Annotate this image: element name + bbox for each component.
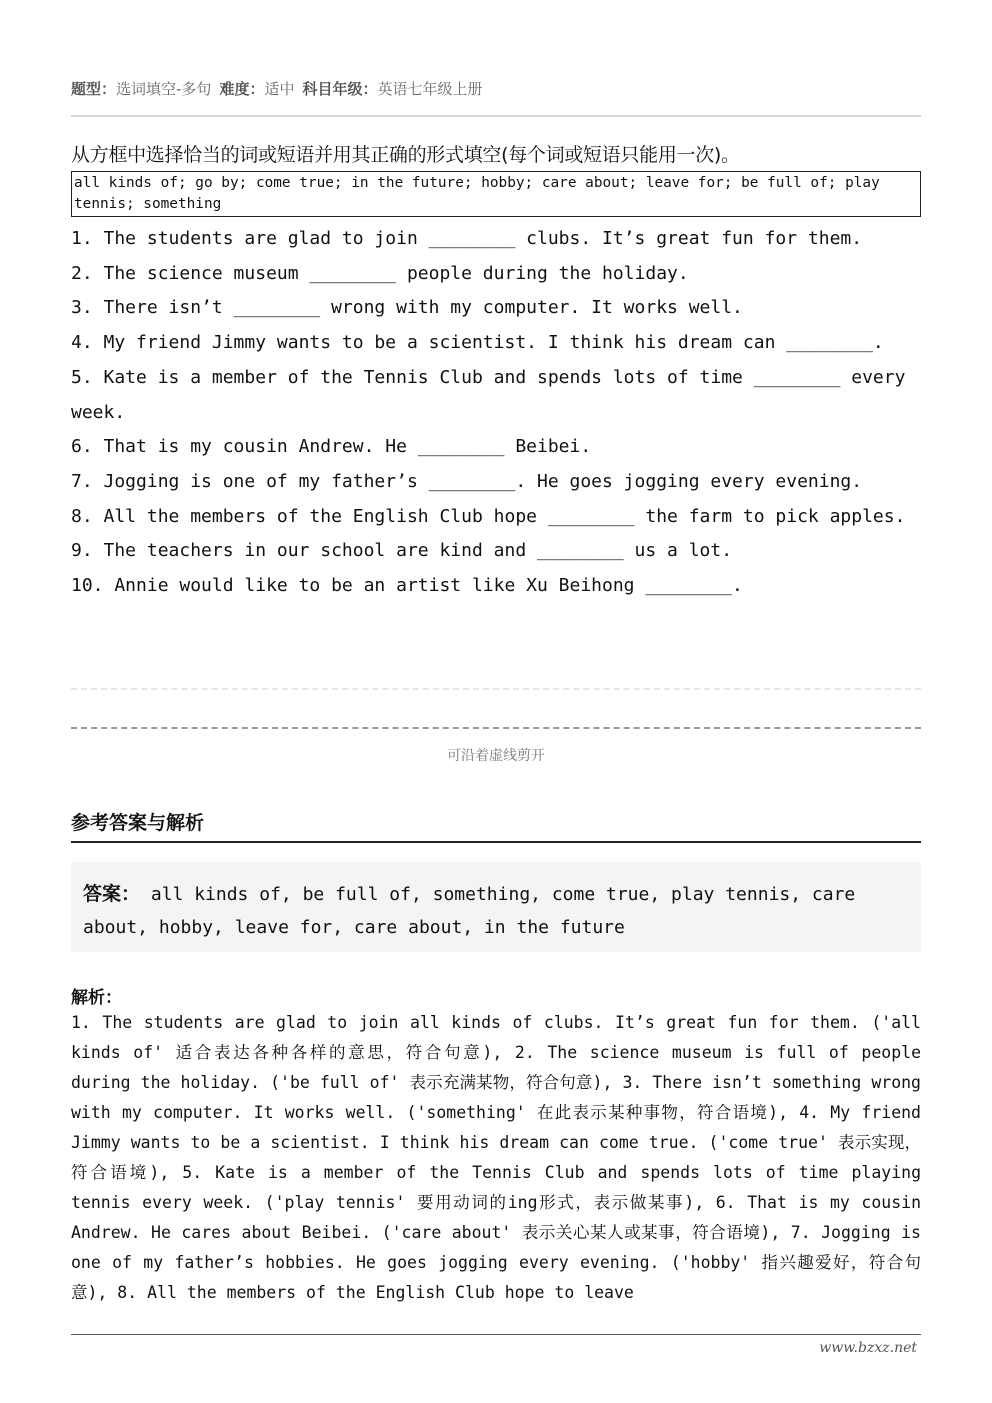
- explanation-text: 1. The students are glad to join all kinds of clubs. It’s great fun for them. ('all kinds of' 适合表达各种各样的意思，符合句意), 2. The science museum is full of people during the holiday. ('be full of' 表示充满某物，符合句意), 3. There isn’t something wrong with my computer. It works well. ('something' 在此表示某种事物，符合语境), 4. My friend Jimmy wants to be a scientist. I think his dream can come true. ('come true' 表示实现，符合语境), 5. Kate is a member of the Tennis Club and spends lots of time playing tennis every week. ('play tennis' 要用动词的ing形式，表示做某事), 6. That is my cousin Andrew. He cares about Beibei. ('care about' 表示关心某人或某事，符合语境), 7. Jogging is one of my father’s hobbies. He goes jogging every evening. ('hobby' 指兴趣爱好，符合句意), 8. All the members of the English Club hope to leave: [71, 1013, 921, 1302]
- meta-divider: [71, 115, 921, 117]
- question-item: 8. All the members of the English Club hope ________ the farm to pick apples.: [71, 505, 906, 527]
- cut-line: [71, 727, 921, 729]
- answer-section-title: 参考答案与解析: [71, 812, 205, 834]
- instruction-text: 从方框中选择恰当的词或短语并用其正确的形式填空(每个词或短语只能用一次)。: [71, 144, 740, 166]
- subject-value: 英语七年级上册: [377, 80, 483, 98]
- question-item: 4. My friend Jimmy wants to be a scientist. I think his dream can ________.: [71, 332, 884, 354]
- question-item: 1. The students are glad to join ________ clubs. It’s great fun for them.: [71, 228, 863, 249]
- cut-line-label: 可沿着虚线剪开: [447, 748, 545, 764]
- word-box: all kinds of; go by; come true; in the future; hobby; care about; leave for; be full of; play tennis; something: [71, 171, 921, 217]
- footer-url[interactable]: www.bzxz.net: [819, 1340, 917, 1356]
- answer-label: 答案：: [83, 883, 141, 905]
- cut-line-faint: [71, 688, 921, 690]
- question-list: [71, 222, 921, 604]
- question-item: 9. The teachers in our school are kind and ________ us a lot.: [71, 540, 733, 562]
- footer-divider: [71, 1334, 921, 1335]
- question-item: 5. Kate is a member of the Tennis Club and spends lots of time ________ every week.: [71, 366, 917, 423]
- subject-label: 科目年级：: [302, 80, 378, 98]
- answer-section-divider: [71, 841, 921, 843]
- question-item: 6. That is my cousin Andrew. He ________ Beibei.: [71, 436, 592, 458]
- question-item: 3. There isn’t ________ wrong with my computer. It works well.: [71, 297, 743, 319]
- question-item: 7. Jogging is one of my father’s ________. He goes jogging every evening.: [71, 470, 863, 492]
- question-meta: [71, 78, 483, 99]
- answer-box: [71, 862, 921, 952]
- difficulty-value: 适中: [264, 80, 295, 98]
- type-label: 题型：: [71, 80, 117, 98]
- explanation-label: 解析：: [71, 988, 122, 1008]
- type-value: 选词填空-多句: [116, 80, 212, 98]
- question-item: 2. The science museum ________ people during the holiday.: [71, 262, 689, 284]
- answer-text: all kinds of, be full of, something, come true, play tennis, care about, hobby, leave for, care about, in the future: [83, 884, 856, 938]
- difficulty-label: 难度：: [219, 80, 265, 98]
- question-item: 10. Annie would like to be an artist like Xu Beihong ________.: [71, 575, 743, 597]
